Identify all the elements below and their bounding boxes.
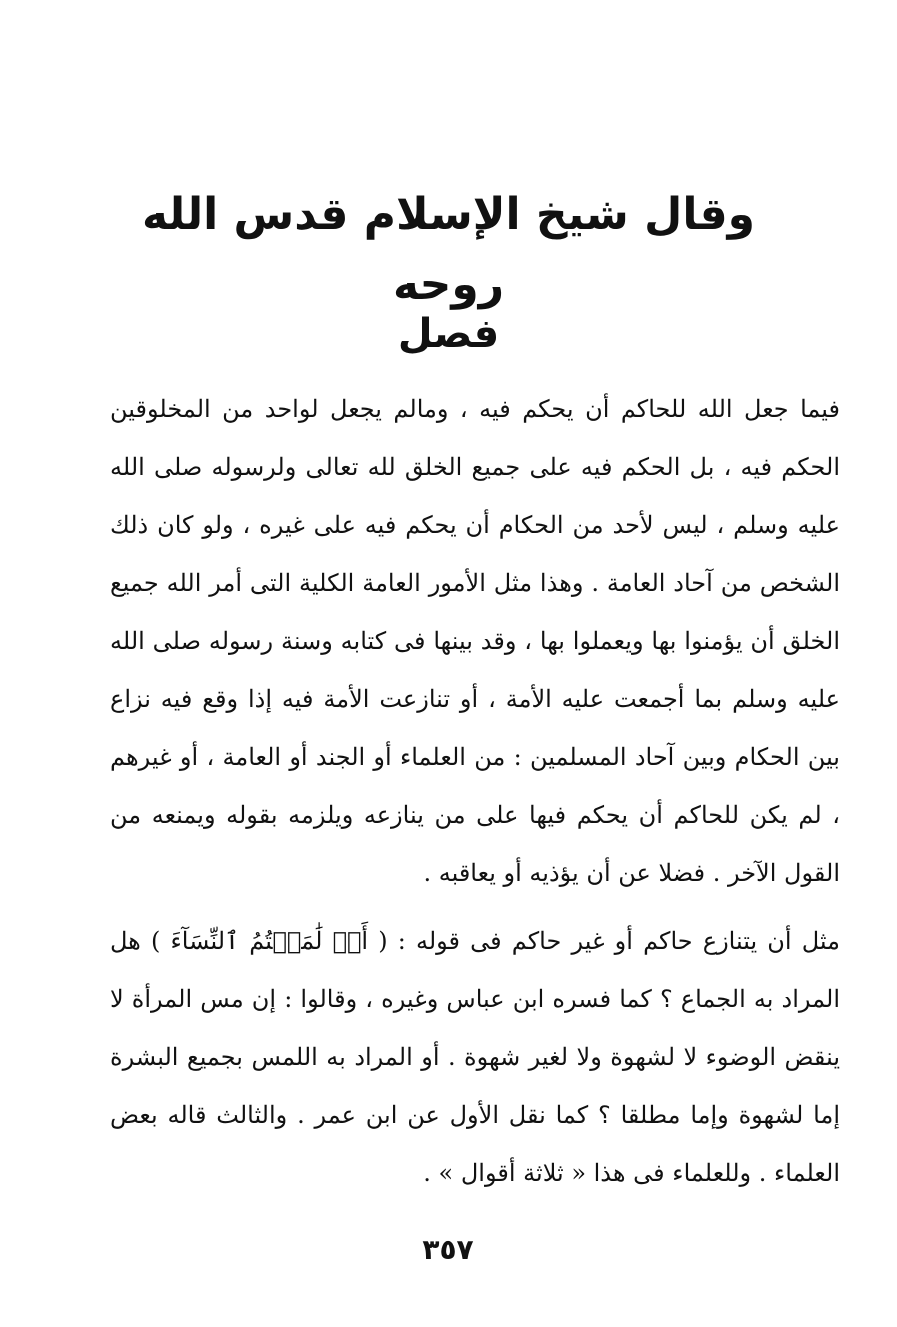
page-number: ٣٥٧ — [422, 1233, 474, 1266]
body-paragraph-2: مثل أن يتنازع حاكم أو غير حاكم فى قوله : ( أَوۡ لَٰمَسۡتُمُ ٱلنِّسَآءَ ) هل المراد به الجماع ؟ كما فسره ابن عباس وغيره ، وقالوا : إن مس المرأة لا ينقض الوضوء لا لشهوة ولا لغير شهوة . أو المراد به اللمس بجميع البشرة إما لشهوة وإما مطلقا ؟ كما نقل الأول عن ابن عمر . والثالث قاله بعض العلماء . وللعلماء فى هذا « ثلاثة أقوال » . — [110, 927, 840, 1187]
body-paragraph-1: فيما جعل الله للحاكم أن يحكم فيه ، ومالم يجعل لواحد من المخلوقين الحكم فيه ، بل الحكم فيه على جميع الخلق لله تعالى ولرسوله صلى الله عليه وسلم ، ليس لأحد من الحكام أن يحكم فيه على غيره ، ولو كان ذلك الشخص من آحاد العامة . وهذا مثل الأمور العامة الكلية التى أمر الله جميع الخلق أن يؤمنوا بها ويعملوا بها ، وقد بينها فى كتابه وسنة رسوله صلى الله عليه وسلم بما أجمعت عليه الأمة ، أو تنازعت الأمة فيه إذا وقع فيه نزاع بين الحكام وبين آحاد المسلمين : من العلماء أو الجند أو العامة ، أو غيرهم ، لم يكن للحاكم أن يحكم فيها على من ينازعه ويلزمه بقوله ويمنعه من القول الآخر . فضلا عن أن يؤذيه أو يعاقبه . — [110, 395, 841, 887]
section-heading: فصل — [397, 311, 500, 357]
page-title: وقال شيخ الإسلام قدس الله روحه — [141, 189, 756, 310]
